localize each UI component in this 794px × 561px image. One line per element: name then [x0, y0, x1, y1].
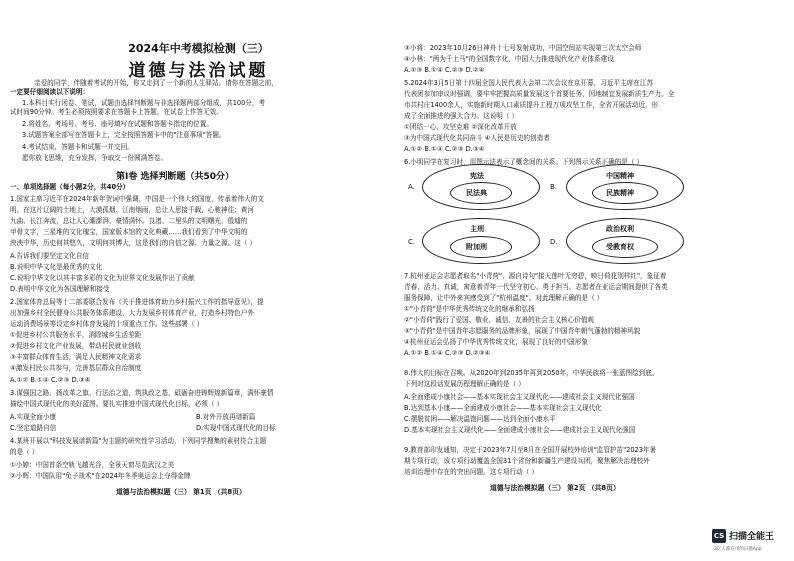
diagram-c-outer-label: 主刑	[470, 225, 484, 233]
diagram-d-inner-label: 受教育权	[606, 243, 634, 251]
intro-line: 愿你放飞思维，充分发挥，争取交一份圆满答卷。	[22, 154, 168, 162]
statement: ④激发村民公共参与，完善基层群众自治制度	[10, 364, 142, 372]
option-b: B.达到基本小康——全面建成小康社会——基本实现社会主义现代化	[404, 404, 602, 412]
diagram-a-inner-label: 民法典	[466, 189, 487, 197]
statement: ①"小青荷"是中华优秀传统文化的继承和弘扬	[404, 305, 535, 313]
question-line: 描绘中国式现代化的美好蓝图。要扎实推进中国式现代化目标，必须（ ）	[10, 400, 224, 408]
statement: ②小辉：中国队用"兔子战术"在2024年冬季奥运会上夺得金牌	[10, 472, 191, 480]
statement: ①促进乡村公共服务水平，消除城乡生活差距	[10, 331, 142, 339]
exam-title-line1: 2024年中考模拟检测（三）	[128, 42, 269, 55]
diagram-b-letter: B.	[550, 183, 558, 191]
diagram-a-letter: A.	[408, 183, 415, 191]
diagram-b-inner-label: 民族精神	[606, 189, 634, 197]
scanner-app-name: 扫描全能王	[729, 532, 775, 542]
answer-options: A.①③ B.①④ C.②③ D.②④	[404, 66, 485, 74]
question-line: 3.谋强国之路、扬改革之旗、行法治之道，筑执政之基，砥砺奋进铸辉煌新篇章，满怀豪情	[10, 389, 274, 397]
intro-line: 一定要仔细阅读以下说明：	[10, 88, 90, 96]
question-line: 运动消费场景等设定乡村体育发展的十项重点工作。这些部署（ ）	[10, 320, 204, 328]
intro-line: 亲爱的同学，伴随着考试的开始，你又走到了一个新的人生驿站。请你在答题之前，	[34, 79, 278, 87]
scanner-app-tagline: 3亿人都在用的扫描App	[714, 547, 762, 552]
question-line: 8.伟大的目标在召唤。从2020年到2035年再到2050年，中华民族将一张蓝图绘到底。	[404, 369, 659, 377]
statement: ③小将：2023年10月26日神舟十七号发射成功，中国空间站实现第三次太空会师	[404, 44, 642, 52]
statement: ②促进乡村文化产业发展，带动村民就业创收	[10, 342, 142, 350]
statement: ④小林："两为千上马"的全国数字化，中国大力推进现代化产业体系建设	[404, 55, 614, 63]
statement: ②"小青荷"践行了爱国、敬业、诚信、友善的社会主义核心价值观	[404, 316, 595, 324]
statement: ③为中国式现代化共同奋斗 ④人民是历史的创造者	[404, 134, 550, 142]
option-b: B.对外开放再谱新篇	[196, 413, 256, 421]
option-c: C.坚定道路自信	[10, 424, 57, 432]
option-d: D.表明中华文化为各国理解和接受	[10, 285, 110, 293]
question-line: 4.某班开展以"科技发展谱新篇"为主题的研究性学习活动，下列同学搜集的素材符合主题	[10, 437, 267, 445]
question-line: 泱泱中华，历史何其悠久，文明何其博大，这是我们的自信之源、力量之源。这（ ）	[10, 239, 257, 247]
statement: ③"小青荷"是中国青年志愿服务的品牌形象，展现了中国青年朝气蓬勃的精神风貌	[404, 327, 641, 335]
option-a: A.告诉我们要坚定文化自信	[10, 252, 90, 260]
intro-line: 试时间90分钟。考生必须按照要求在答题卡上答题，在试卷上作答无效。	[10, 108, 223, 116]
left-page	[6, 0, 391, 561]
question-line: 6.小明同学在复习时，用图示法表示了概念间的关系。下列图示关系正确的是（ ）	[404, 158, 644, 166]
option-d: D.基本实现社会主义现代化——全面建成小康社会——建成社会主义现代化强国	[404, 426, 636, 434]
question-line: 1.国家主席习近平在2024年新年贺词中强调，中国是一个伟大的国度，传承着伟大的文	[10, 195, 264, 203]
intro-line: 2.将姓名、考场号、考号、座号填写在试题和答题卡指定的位置。	[22, 120, 213, 128]
question-line: 市共村庄1400余人，实施新时期人口素质提升工程万项攻坚工作，全省开展活动近，形	[404, 101, 659, 109]
exam-title-line2: 道德与法治试题	[128, 61, 269, 81]
diagram-d-letter: D.	[550, 238, 558, 246]
part-title: 一、单项选择题（每小题2分，共40分）	[10, 183, 130, 191]
question-line: 培训治理中存在的突出问题。这专项行动（ ）	[404, 468, 538, 476]
question-line: 期专项行动，该专项行动覆盖全国31个省份和新疆生产建设兵团，聚焦解决治理校外	[404, 457, 650, 465]
intro-line: 4.考试结束，答题卡和试题一并交回。	[22, 143, 134, 151]
right-page	[400, 0, 785, 561]
intro-line: 3.试题答案全部写在答题卡上，完全按照答题卡中的"注意事项"答题。	[22, 131, 226, 139]
answer-options: A.①② B.①④ C.②③ D.②③④	[404, 349, 491, 357]
answer-options: A.①② B.①④ C.②③ D.③④	[404, 145, 485, 153]
diagram-d-outer-label: 政治权利	[606, 225, 634, 233]
option-a: A.全面建成小康社会——基本实现社会主义现代化——建成社会主义现代化强国	[404, 393, 635, 401]
question-line: 9.教育部印发通知，决定于2023年7月至8月在全国开展校外培训"监管护苗"2023年暑	[404, 446, 657, 454]
camscanner-logo-icon: CS	[712, 529, 726, 543]
question-line: 的是（ ）	[10, 448, 39, 456]
option-a: A.实现全面小康	[10, 413, 57, 421]
statement: ①小婷：中国首条空轨飞越光谷，全景天窗尽览武汉之美	[10, 461, 175, 469]
question-line: 服务保障，让中外来宾感受到了"杭州温度"。对此理解正确的是（ ）	[404, 294, 604, 302]
diagram-a-outer-label: 宪法	[470, 172, 484, 180]
question-line: 2.国家体育总局等十二部委联合发布《关于推进体育助力乡村振兴工作的指导意见》，提	[10, 298, 264, 306]
page-footer: 道德与法治模拟题（三） 第2页 （共8页）	[490, 484, 620, 492]
question-line: 成了全面推进的强大合力。这说明（ ）	[404, 112, 519, 120]
option-b: B.说明中华文化是最优秀的文化	[10, 263, 103, 271]
option-d: D.实现中国式现代化的目标	[196, 424, 276, 432]
page-footer: 道德与法治模拟题（三） 第1页 （共8页）	[116, 488, 246, 496]
question-line: 明。在这片辽阔的土地上，大漠孤烟、江南烟雨，总让人思接千载，心驰神往；黄河	[10, 206, 254, 214]
option-c: C.摆脱贫困——解决温饱问题——达到全面小康水平	[404, 415, 556, 423]
diagram-c-letter: C.	[408, 238, 416, 246]
question-line: 出加强乡村全民健身公共服务体系建设，大力发展乡村体育产业，打造乡村特色户外	[10, 309, 254, 317]
diagram-c-inner-label: 附加刑	[466, 243, 487, 251]
section-title: 第Ⅰ卷 选择判断题（共50分）	[116, 172, 235, 182]
question-line: 5.2024年3月5日第十四届全国人民代表大会第二次会议在京开幕，习近平主席在江苏	[404, 79, 654, 87]
scanner-app-badge	[712, 528, 792, 558]
question-line: 代表团参加审议时强调，要牢牢把握高质量发展这个首要任务，因地制宜发展新质生产力。全	[404, 90, 675, 98]
diagram-b-outer-label: 中国精神	[606, 172, 634, 180]
question-line: 九曲、长江奔流，总让人心潮澎湃、豪情满怀。良渚、二里头的文明曙光，殷墟的	[10, 217, 248, 225]
statement: ④杭州亚运会弘扬了中华优秀传统文化，展现了良好的中国形象	[404, 338, 588, 346]
statement: ③丰富群众体育生活，满足人民精神文化需求	[10, 353, 142, 361]
question-line: 7.杭州亚运会志愿者取名"小青荷"，源自诗句"接天莲叶无穷碧，映日荷花别样红"，象征着	[404, 272, 667, 280]
option-c: C.说明中华文化以其丰富多彩的文化为世界文化发展作出了贡献	[10, 274, 195, 282]
answer-options: A.①② B.①④ C.②③ D.③④	[10, 376, 91, 384]
statement: ①团结一心，攻坚克难 ②深化改革开放	[404, 123, 517, 131]
question-line: 甲骨文字，三星堆的文化瑰宝，国家版本馆的文化典藏……我们看到了中华文明的	[10, 228, 248, 236]
intro-line: 1.本科目实行闭卷、笔试，试题由选择判断题与非选择题两部分组成，共100分，考	[22, 99, 266, 107]
question-line: 青春、活力、真诚，寓意着青年一代坚守初心、勇于担当。志愿者在亚运会期间提供了各类	[404, 283, 668, 291]
question-line: 下列对这段话发展历程理解正确的是（ ）	[404, 380, 525, 388]
